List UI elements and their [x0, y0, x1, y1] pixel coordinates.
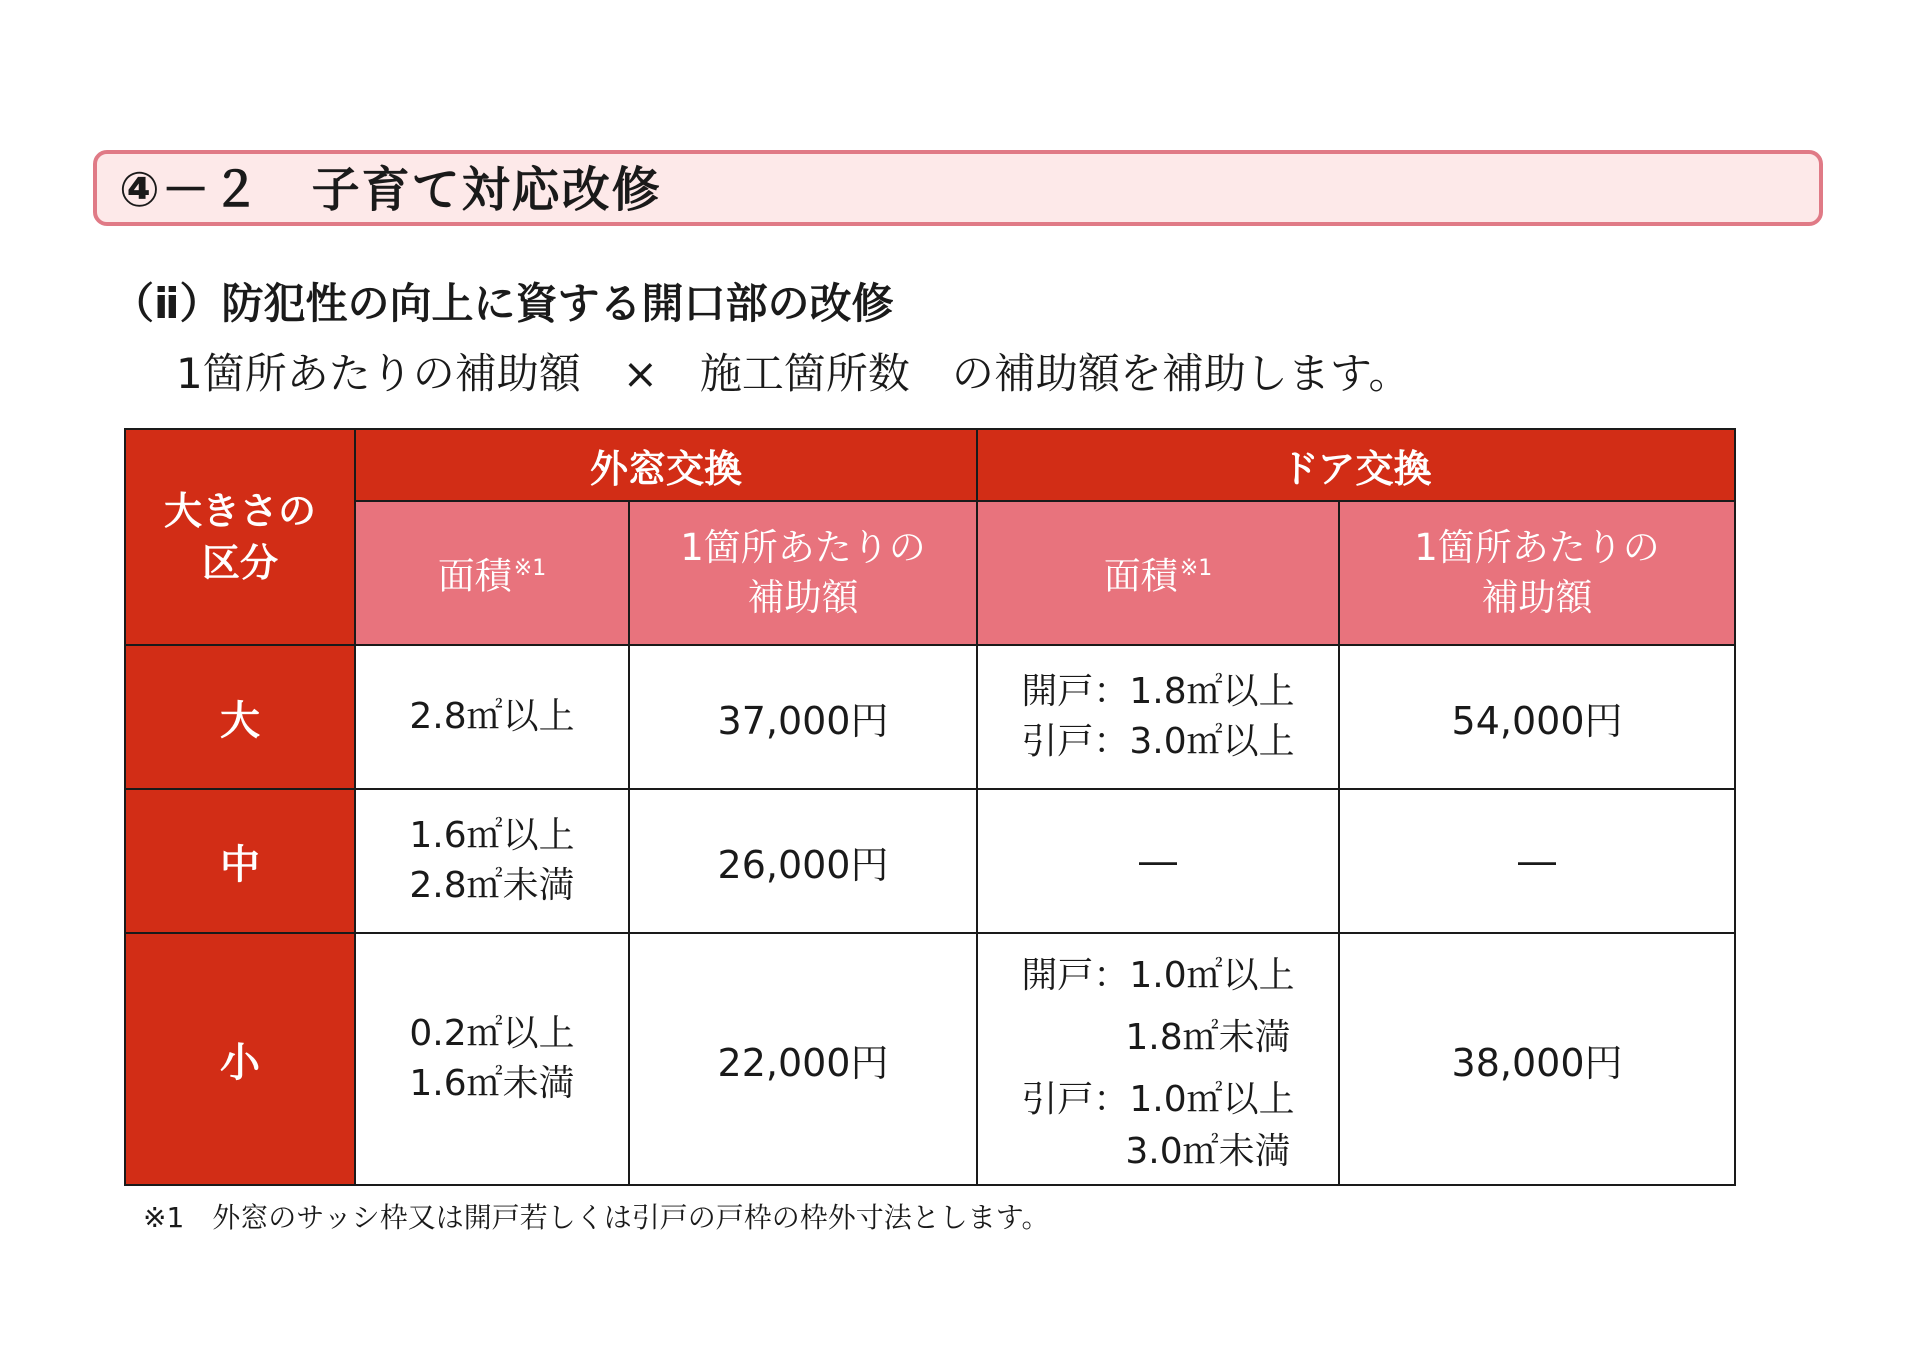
window-amount-cell: 37,000円 — [629, 645, 977, 789]
size-small: 小 — [125, 933, 355, 1185]
section-title: ④－２ 子育て対応改修 — [119, 162, 662, 218]
section-title-box — [93, 150, 1823, 226]
subsidy-formula: 1箇所あたりの補助額 × 施工箇所数 の補助額を補助します。 — [176, 349, 1411, 398]
window-amount-header: 1箇所あたりの 補助額 — [629, 501, 977, 645]
table-row — [125, 933, 1735, 1185]
door-replacement-header: ドア交換 — [977, 429, 1735, 501]
size-medium: 中 — [125, 789, 355, 933]
door-amount-cell: 54,000円 — [1339, 645, 1735, 789]
window-amount-cell: 26,000円 — [629, 789, 977, 933]
door-amount-header: 1箇所あたりの 補助額 — [1339, 501, 1735, 645]
door-amount-cell: 38,000円 — [1339, 933, 1735, 1185]
size-large: 大 — [125, 645, 355, 789]
table-row — [125, 645, 1735, 789]
size-category-header: 大きさの 区分 — [125, 429, 355, 645]
table-row — [125, 789, 1735, 933]
door-area-cell: ― — [977, 789, 1339, 933]
window-amount-cell: 22,000円 — [629, 933, 977, 1185]
door-area-cell: 開戸：1.8㎡以上 引戸：3.0㎡以上 — [977, 645, 1339, 789]
table-header-row-1 — [125, 429, 1735, 501]
window-area-header: 面積$^{※1}$ — [355, 501, 629, 645]
window-area-cell: 2.8㎡以上 — [355, 645, 629, 789]
footnote: ※1 外窓のサッシ枠又は開戸若しくは引戸の戸枠の枠外寸法とします。 — [143, 1201, 1050, 1234]
door-area-header: 面積$^{※1}$ — [977, 501, 1339, 645]
subsection-heading: （ⅱ）防犯性の向上に資する開口部の改修 — [112, 279, 894, 328]
window-area-cell: 0.2㎡以上 1.6㎡未満 — [355, 933, 629, 1185]
window-replacement-header: 外窓交換 — [355, 429, 977, 501]
window-area-cell: 1.6㎡以上 2.8㎡未満 — [355, 789, 629, 933]
subsidy-table — [124, 428, 1736, 1186]
table-header-row-2 — [125, 501, 1735, 645]
door-amount-cell: ― — [1339, 789, 1735, 933]
door-area-cell: 開戸：1.0㎡以上 1.8㎡未満 引戸：1.0㎡以上 3.0㎡未満 — [977, 933, 1339, 1185]
